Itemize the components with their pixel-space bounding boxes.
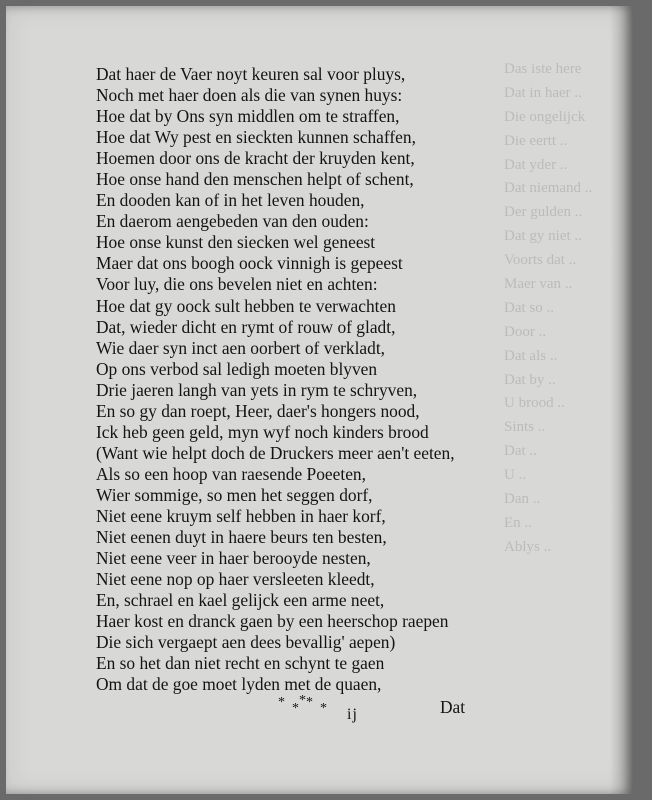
poem-line: En daerom aengebeden van den ouden: (96, 211, 369, 232)
poem-line: Haer kost en dranck gaen by een heerschop raepen (96, 611, 449, 632)
poem-line: En dooden kan of in het leven houden, (96, 190, 365, 211)
poem-line: En so gy dan roept, Heer, daer's hongers nood, (96, 400, 420, 421)
catchword: Dat (440, 697, 466, 717)
show-through-text: Das iste here Dat in haer .. Die ongelijck Die eertt .. Dat yder .. Dat niemand .. Der gulden .. Dat gy niet .. Voorts dat .. Maer van .. Dat so .. Door .. Dat als .. Dat by .. U brood .. Sints .. Dat .. U .. Dan .. En .. Ablys .. (504, 61, 593, 555)
poem-line: Niet eene kruym self hebben in haer korf, (96, 505, 386, 526)
poem-line: Op ons verbod sal ledigh moeten blyven (96, 358, 378, 379)
poem-line: Niet eenen duyt in haere beurs ten besten, (96, 527, 387, 548)
signature-mark (278, 695, 358, 724)
poem-line: Die sich vergaept aen dees bevallig' aepen) (96, 632, 396, 653)
poem-line: Hoe dat Wy pest en sieckten kunnen schaffen, (96, 127, 416, 148)
poem-line: Voor luy, die ons bevelen niet en achten: (96, 274, 378, 295)
poem-text (96, 64, 496, 695)
asterism-icon: * * * * * (278, 693, 328, 716)
poem-line: Noch met haer doen als die van synen huys: (96, 85, 403, 106)
poem-line: Maer dat ons boogh oock vinnigh is gepeest (96, 253, 403, 274)
poem-line: Hoe onse kunst den siecken wel geneest (96, 232, 376, 253)
poem-line: Wie daer syn inct aen oorbert of verkladt, (96, 337, 386, 358)
book-page (6, 6, 634, 794)
poem-line: Dat haer de Vaer noyt keuren sal voor pluys, (96, 64, 406, 84)
poem-line: Hoemen door ons de kracht der kruyden kent, (96, 148, 415, 169)
poem-line: Om dat de goe moet lyden met de quaen, (96, 674, 382, 695)
poem-line: (Want wie helpt doch de Druckers meer aen't eeten, (96, 442, 455, 463)
poem-line: Dat, wieder dicht en rymt of rouw of gladt, (96, 316, 396, 337)
poem-line: En, schrael en kael gelijck een arme neet, (96, 590, 385, 611)
poem-line: Hoe onse hand den menschen helpt of schent, (96, 169, 414, 190)
poem-line: Hoe dat by Ons syn middlen om te straffen, (96, 106, 400, 127)
poem-line: Drie jaeren langh van yets in rym te schryven, (96, 379, 418, 400)
poem-line: Hoe dat gy oock sult hebben te verwachten (96, 295, 396, 316)
poem-line: Wier sommige, so men het seggen dorf, (96, 484, 373, 505)
signature-label: ij (347, 706, 358, 723)
poem-line: Als so een hoop van raesende Poeeten, (96, 463, 366, 484)
poem-line: Niet eene veer in haer berooyde nesten, (96, 548, 371, 569)
poem-line: Niet eene nop op haer versleeten kleedt, (96, 569, 375, 590)
poem-line: En so het dan niet recht en schynt te gaen (96, 653, 385, 674)
poem-line: Ick heb geen geld, myn wyf noch kinders brood (96, 421, 429, 442)
